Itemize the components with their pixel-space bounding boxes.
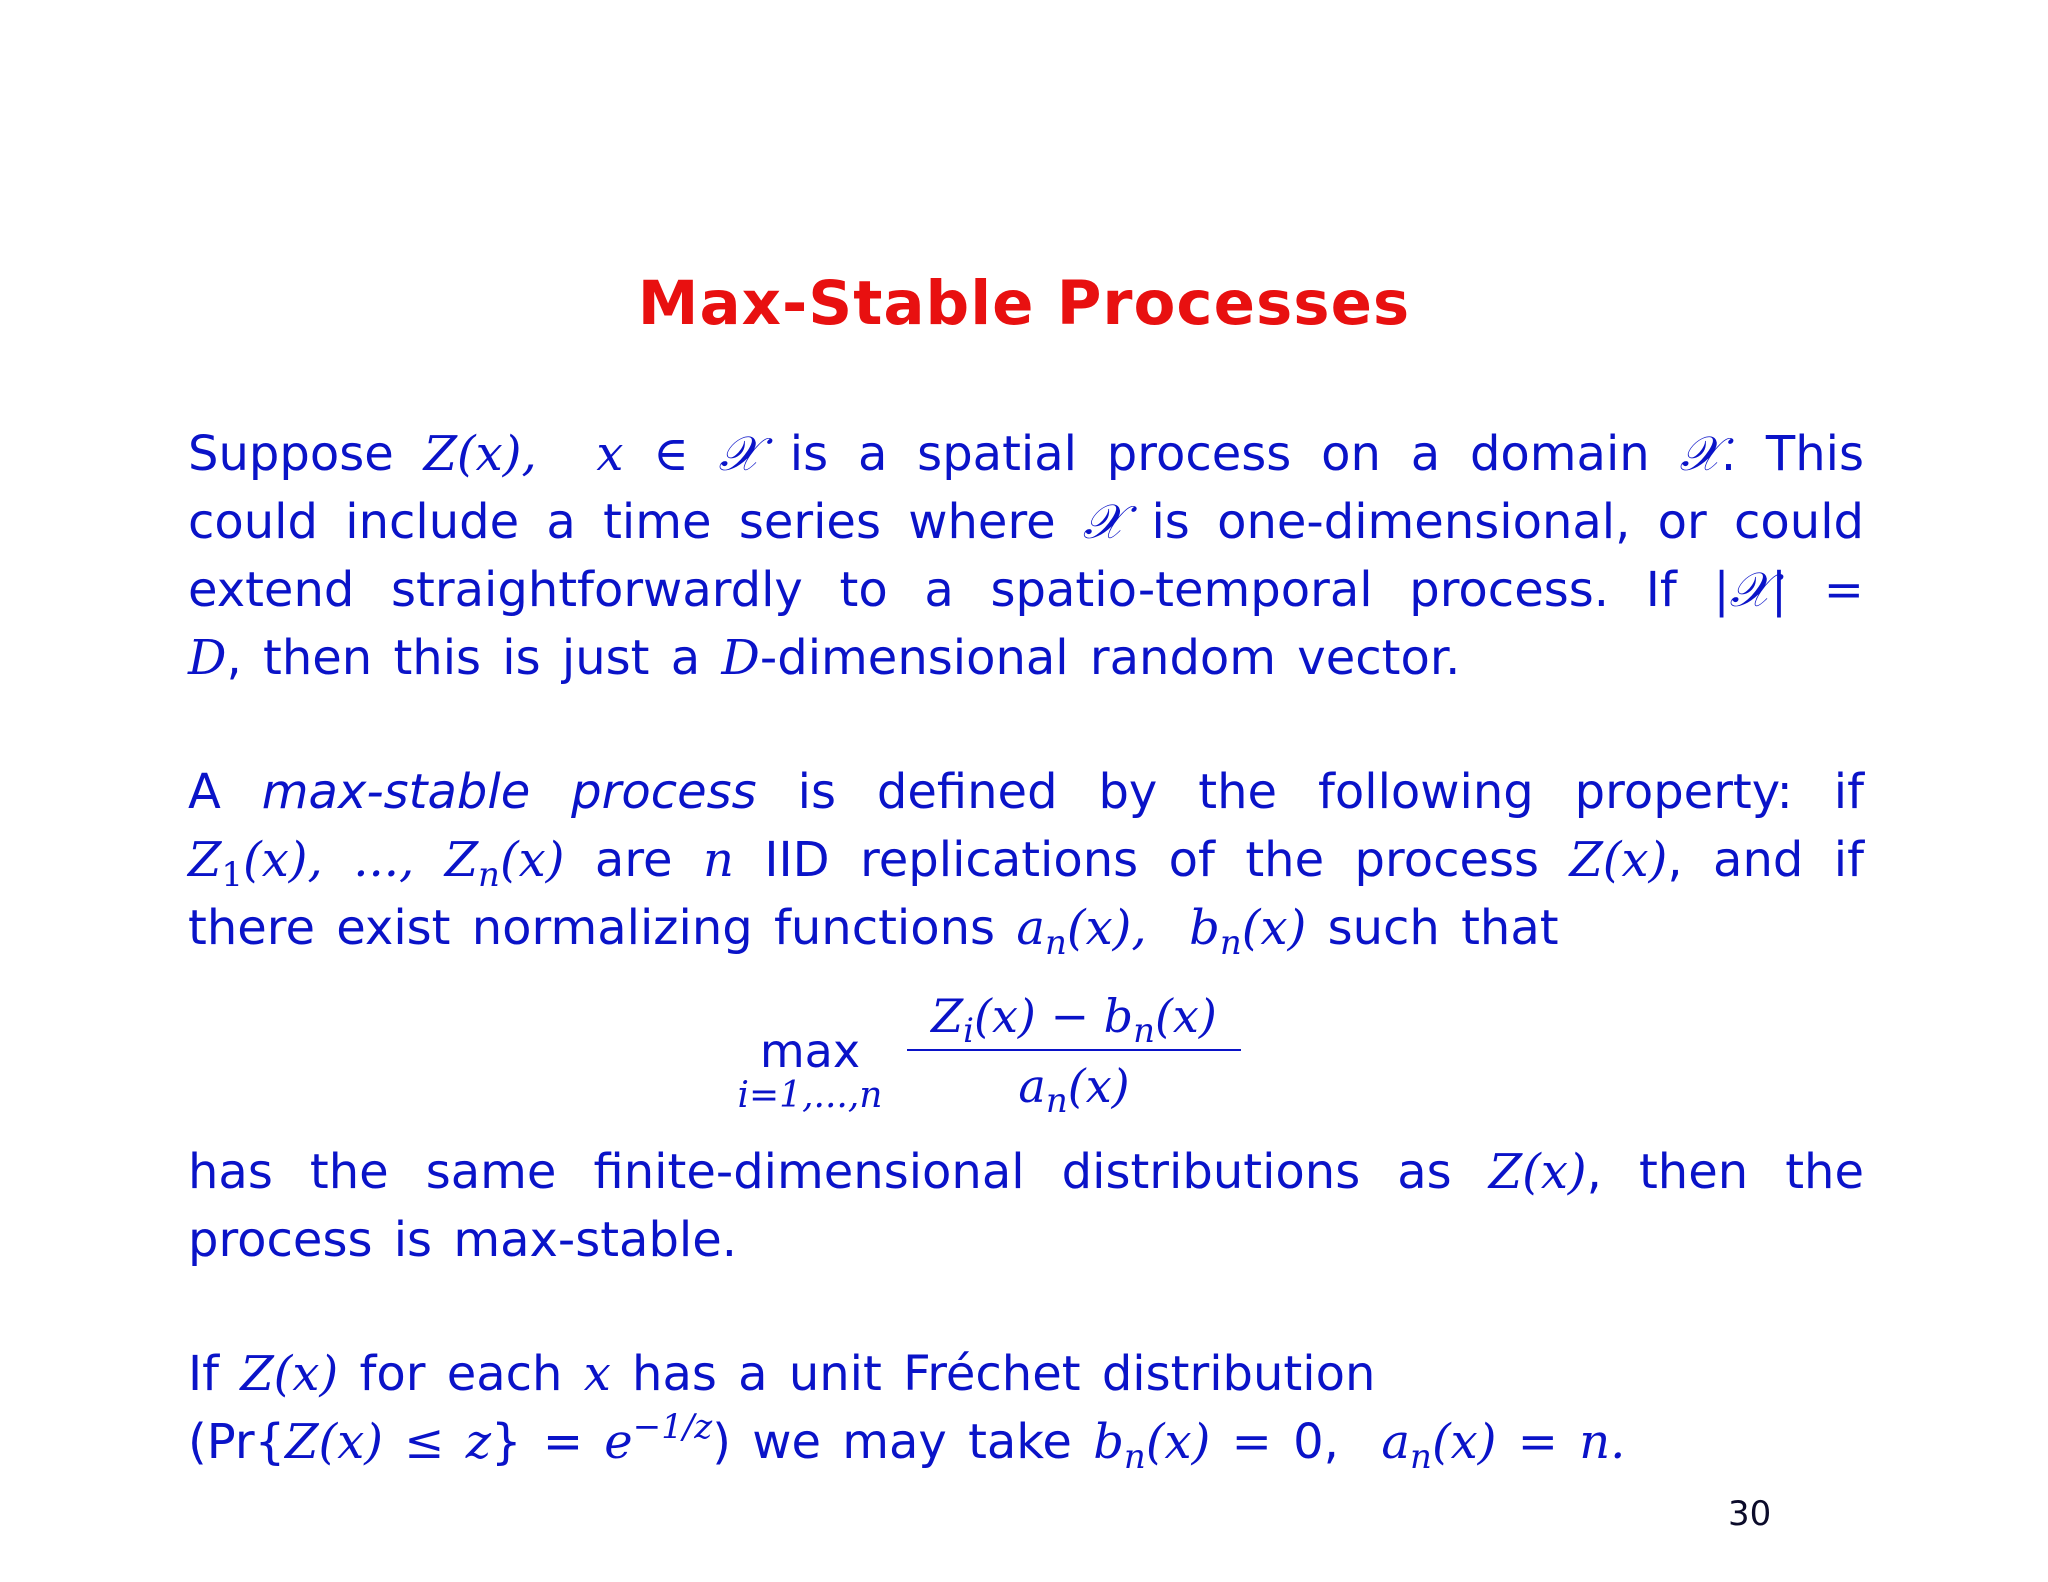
text: Suppose bbox=[188, 426, 424, 482]
text: -dimensional random vector. bbox=[759, 630, 1461, 686]
text: are bbox=[564, 832, 703, 888]
math-z-of-x: Z(x) bbox=[1569, 832, 1668, 888]
text: there exist normalizing functions bbox=[188, 900, 1017, 956]
math-z-of-x: Z(x) bbox=[240, 1346, 339, 1402]
text: has a unit Fréchet distribution bbox=[610, 1346, 1376, 1402]
fraction-numerator: $Z_i(x) - b_n(x)$ bbox=[931, 989, 1217, 1051]
text: 0, bbox=[1271, 1414, 1339, 1470]
text: is one-dimensional, or could bbox=[1124, 494, 1864, 550]
text: is a spatial process on a domain bbox=[759, 426, 1680, 482]
math-d: D bbox=[188, 630, 227, 686]
math-x-in: x ∈ bbox=[596, 426, 719, 482]
math-replications: $Z_1(x)$, ..., $Z_n(x)$ bbox=[188, 832, 565, 895]
term-max-stable-process: max-stable process bbox=[261, 764, 757, 820]
paragraph1-line1 bbox=[188, 420, 1864, 488]
math-domain-x: 𝒳 bbox=[718, 426, 760, 482]
text: has the same finite-dimensional distributions as bbox=[188, 1144, 1489, 1200]
text: ) we may take bbox=[712, 1414, 1094, 1470]
fraction-denominator: $a_n(x)$ bbox=[1018, 1059, 1130, 1121]
math-exp: $e^{-1/z}$ bbox=[604, 1407, 713, 1470]
text: } = bbox=[491, 1414, 605, 1470]
math-an-eq: $a_n(x) = n$. bbox=[1381, 1414, 1626, 1477]
paragraph2-line2 bbox=[188, 826, 1864, 894]
text: extend straightforwardly to a spatio-temporal process. If bbox=[188, 562, 1714, 618]
math-abs-domain: |𝒳| = bbox=[1713, 562, 1864, 618]
slide-title: Max-Stable Processes bbox=[637, 268, 1411, 339]
text: is defined by the following property: if bbox=[756, 764, 1864, 820]
paragraph4-line1 bbox=[188, 1340, 1864, 1408]
math-z-of-x: Z(x), bbox=[423, 426, 537, 482]
text: could include a time series where bbox=[188, 494, 1083, 550]
text: , and if bbox=[1667, 832, 1865, 888]
paragraph1-line3 bbox=[188, 556, 1864, 624]
fraction bbox=[907, 985, 1241, 1121]
math-domain-x: 𝒳 bbox=[1082, 494, 1125, 550]
math-d: D bbox=[721, 630, 760, 686]
paragraph3-line2 bbox=[188, 1206, 1864, 1274]
fraction-bar bbox=[907, 1049, 1241, 1051]
math-z-of-x: Z(x) bbox=[1488, 1144, 1587, 1200]
paragraph1-line2 bbox=[188, 488, 1864, 556]
math-bn-eq: $b_n(x)$ = bbox=[1093, 1414, 1272, 1477]
text: process is max-stable. bbox=[188, 1212, 738, 1268]
math-bn: $b_n(x)$ bbox=[1189, 900, 1307, 963]
max-operator bbox=[715, 985, 905, 1116]
text: , then the bbox=[1586, 1144, 1864, 1200]
max-label: max bbox=[759, 1024, 861, 1078]
paragraph2-line3 bbox=[188, 894, 1864, 962]
text: (Pr{ bbox=[188, 1414, 286, 1470]
page-number: 30 bbox=[1728, 1494, 1772, 1534]
text: . This bbox=[1720, 426, 1865, 482]
paragraph2-line1 bbox=[188, 758, 1864, 826]
max-subscript: i=1,...,n bbox=[737, 1075, 883, 1116]
math-domain-x: 𝒳 bbox=[1679, 426, 1721, 482]
math-x: x bbox=[583, 1346, 611, 1402]
text: If bbox=[188, 1346, 241, 1402]
text: IID replications of the process bbox=[733, 832, 1570, 888]
text: , then this is just a bbox=[226, 630, 722, 686]
text: A bbox=[188, 764, 262, 820]
paragraph1-line4 bbox=[188, 624, 1864, 692]
text: such that bbox=[1306, 900, 1559, 956]
math-z-le-z: Z(x) ≤ z bbox=[285, 1414, 492, 1470]
paragraph3-line1 bbox=[188, 1138, 1864, 1206]
math-n: n bbox=[703, 832, 734, 888]
paragraph4-line2 bbox=[188, 1408, 1864, 1476]
text: for each bbox=[338, 1346, 584, 1402]
math-an: $a_n(x)$, bbox=[1016, 900, 1147, 963]
